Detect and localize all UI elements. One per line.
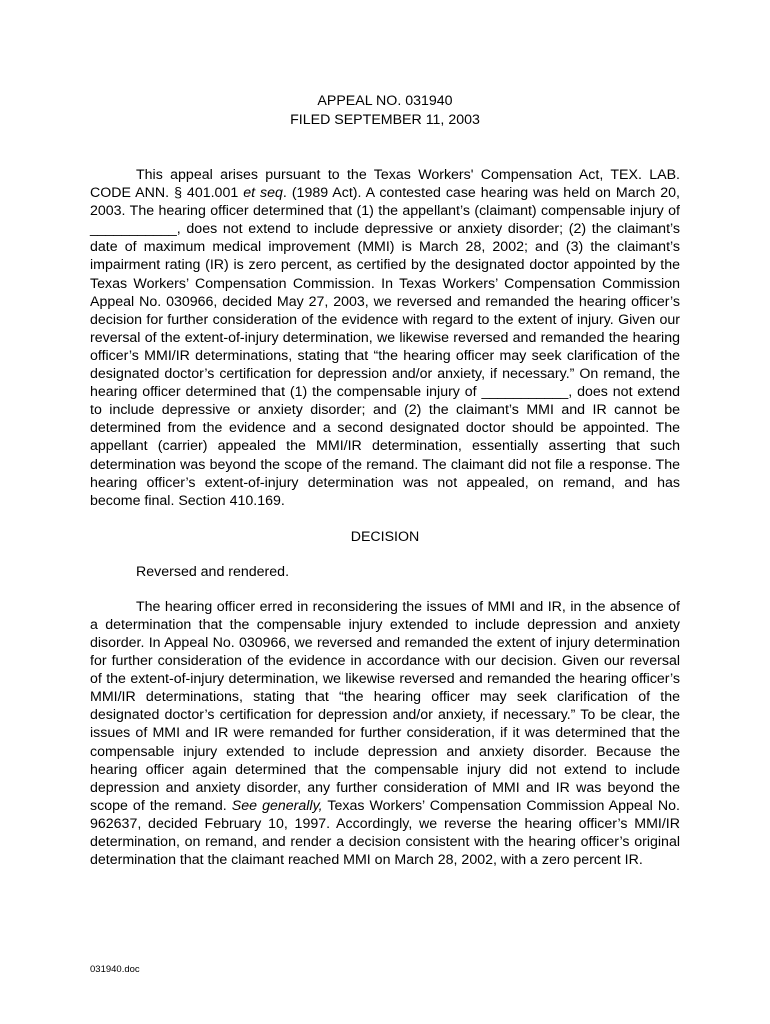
disposition: Reversed and rendered. — [136, 563, 290, 580]
decision-italic: See generally, — [231, 797, 323, 814]
intro-paragraph — [90, 166, 680, 510]
footer-filename: 031940.doc — [90, 964, 140, 975]
intro-text-b: . (1989 Act). A contested case hearing was held on March 20, 2003. The hearing officer determined that (1) the appellant’s (claimant) compensable injury of ___________, does not extend to include depressive or anxiety disorder; (2) the claimant’s date of maximum medical improvement (MMI) is March 28, 2002; and (3) the claimant’s impairment rating (IR) is zero percent, as certified by the designated doctor appointed by the Texas Workers’ Compensation Commission. In Texas Workers’ Compensation Commission Appeal No. 030966, decided May 27, 2003, we reversed and remanded the hearing officer’s decision for further consideration of the evidence with regard to the extent of injury. Given our reversal of the extent-of-injury determination, we likewise reversed and remanded the hearing officer’s MMI/IR determinations, stating that “the hearing officer may seek clarification of the designated doctor’s certification for depression and/or anxiety, if necessary.” On remand, the hearing officer determined that (1) the compensable injury of ___________, does not extend to include depressive or anxiety disorder; and (2) the claimant’s MMI and IR cannot be determined from the evidence and a second designated doctor should be appointed. The appellant (carrier) appealed the MMI/IR determination, essentially asserting that such determination was beyond the scope of the remand. The claimant did not file a response. The hearing officer’s extent-of-injury determination was not appealed, on remand, and has become final. Section 410.169. — [90, 185, 680, 509]
decision-text-b: Texas Workers’ Compensation Commission Appeal No. 962637, decided February 10, 1997. Accordingly, we reverse the hearing officer’s MMI/IR determination, on remand, and render a decision consistent with the hearing officer’s original determination that the claimant reached MMI on March 28, 2002, with a zero percent IR. — [90, 797, 680, 869]
intro-italic: et seq — [243, 185, 283, 202]
intro-text-a: This appeal arises pursuant to the Texas Workers' Compensation Act, TEX. LAB. CODE ANN. § 401.001 — [90, 167, 680, 202]
decision-text-a: The hearing officer erred in reconsidering the issues of MMI and IR, in the absence of a determination that the compensable injury extended to include depression and anxiety disorder. In Appeal No. 030966, we reversed and remanded the extent of injury determination for further consideration of the evidence in accordance with our decision. Given our reversal of the extent-of-injury determination, we likewise reversed and remanded the hearing officer’s MMI/IR determinations, stating that “the hearing officer may seek clarification of the designated doctor’s certification for depression and/or anxiety, if necessary.” To be clear, the issues of MMI and IR were remanded for further consideration, if it was determined that the compensable injury extended to include depression and anxiety disorder. Because the hearing officer again determined that the compensable injury did not extend to include depression and anxiety disorder, any further consideration of MMI and IR was beyond the scope of the remand. — [90, 598, 680, 814]
decision-heading: DECISION — [350, 528, 420, 545]
appeal-number: APPEAL NO. 031940 — [317, 93, 453, 109]
decision-paragraph — [90, 598, 680, 869]
document-page — [90, 92, 680, 869]
filed-date: FILED SEPTEMBER 11, 2003 — [290, 112, 480, 128]
